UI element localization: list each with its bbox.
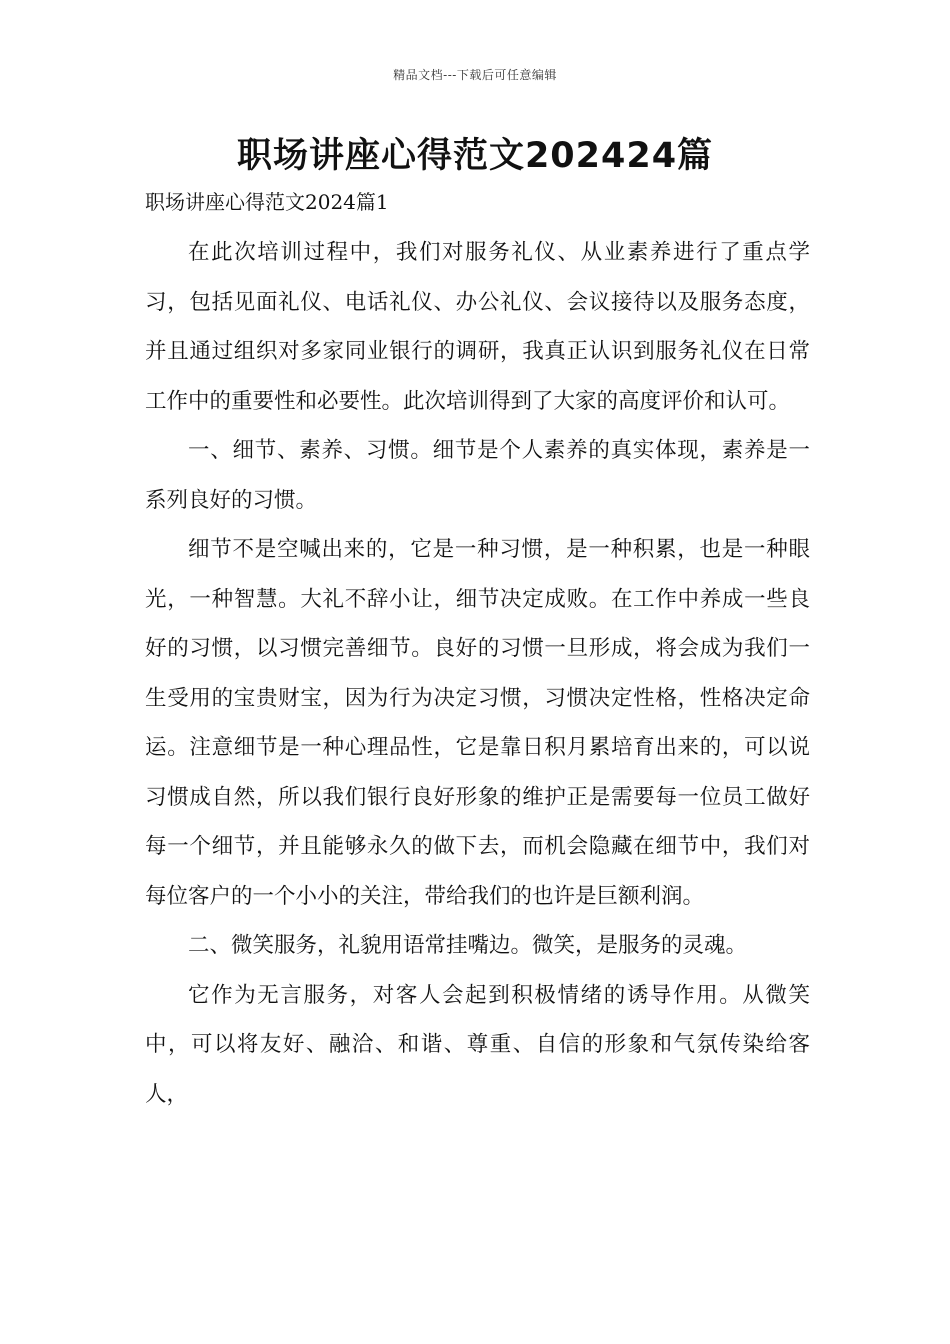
header-note: 精品文档---下载后可任意编辑 [393, 68, 557, 82]
paragraph: 它作为无言服务，对客人会起到积极情绪的诱导作用。从微笑中，可以将友好、融洽、和谐、尊重、自信的形象和气氛传染给客人， [145, 982, 810, 1107]
section-subtitle: 职场讲座心得范文2024篇1 [145, 190, 389, 214]
paragraph: 在此次培训过程中，我们对服务礼仪、从业素养进行了重点学习，包括见面礼仪、电话礼仪、办公礼仪、会议接待以及服务态度，并且通过组织对多家同业银行的调研，我真正认识到服务礼仪在日常工作中的重要性和必要性。此次培训得到了大家的高度评价和认可。 [145, 240, 810, 414]
document-title: 职场讲座心得范文202424篇 [236, 136, 714, 176]
paragraph: 细节不是空喊出来的，它是一种习惯，是一种积累，也是一种眼光，一种智慧。大礼不辞小让，细节决定成败。在工作中养成一些良好的习惯，以习惯完善细节。良好的习惯一旦形成，将会成为我们一生受用的宝贵财宝，因为行为决定习惯，习惯决定性格，性格决定命运。注意细节是一种心理品性，它是靠日积月累培育出来的，可以说习惯成自然，所以我们银行良好形象的维护正是需要每一位员工做好每一个细节，并且能够永久的做下去，而机会隐藏在细节中，我们对每位客户的一个小小的关注，带给我们的也许是巨额利润。 [145, 537, 810, 909]
paragraph: 二、微笑服务，礼貌用语常挂嘴边。微笑，是服务的灵魂。 [188, 933, 748, 958]
paragraph: 一、细节、素养、习惯。细节是个人素养的真实体现，素养是一系列良好的习惯。 [145, 438, 810, 513]
document-body [145, 228, 810, 1119]
